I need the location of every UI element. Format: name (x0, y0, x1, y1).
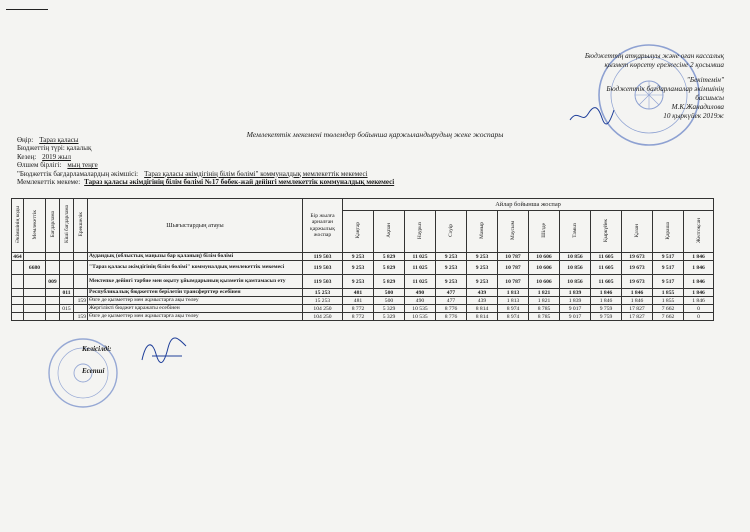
month-value-cell: 1 821 (529, 289, 560, 297)
month-value-cell: 10 787 (498, 275, 529, 289)
footer-block (82, 338, 111, 382)
header-month: Қазан (622, 211, 653, 253)
expense-name-cell: Мектепке дейінгі тәрбие мен оқыту ұйымдарының қызметін қамтамасыз ету (88, 275, 303, 289)
month-value-cell: 5 829 (374, 253, 405, 261)
annual-total-cell: 104 250 (303, 313, 343, 321)
code-cell: 464 (13, 253, 22, 260)
code-cell: 159 (74, 297, 88, 305)
annual-total-cell: 15 253 (303, 297, 343, 305)
month-value-cell: 8 776 (436, 313, 467, 321)
approval-line-3: "Бекітемін" (686, 76, 724, 84)
info-unit: Өлшем бірлігі: мың теңге (17, 161, 98, 170)
month-value-cell: 8 974 (498, 305, 529, 313)
month-value-cell: 9 253 (343, 261, 374, 275)
header-month: Қараша (653, 211, 684, 253)
month-value-cell: 1 846 (622, 289, 653, 297)
month-value-cell: 9 253 (436, 253, 467, 261)
month-value-cell: 0 (684, 305, 714, 313)
expense-name-cell: Өзге де қызметтер мен жұмыстарға ақы төлеу (88, 313, 303, 321)
month-value-cell: 8 772 (343, 313, 374, 321)
month-value-cell: 439 (467, 297, 498, 305)
code-cell (46, 313, 60, 321)
month-value-cell: 5 829 (374, 275, 405, 289)
month-value-cell: 9 017 (560, 305, 591, 313)
table-row (12, 297, 714, 305)
code-cell (46, 253, 60, 261)
month-value-cell: 11 025 (405, 275, 436, 289)
approval-block (504, 52, 724, 121)
approval-line-7: 10 қыркүйек 2019ж (663, 112, 724, 120)
code-cell (74, 305, 88, 313)
month-value-cell: 10 606 (529, 253, 560, 261)
month-value-cell: 1 846 (684, 275, 714, 289)
header-month: Шілде (529, 211, 560, 253)
month-value-cell: 1 855 (653, 297, 684, 305)
month-value-cell: 9 253 (467, 253, 498, 261)
month-value-cell: 9 017 (560, 313, 591, 321)
month-value-cell: 490 (405, 289, 436, 297)
header-state: Мемлекеттік (24, 199, 46, 253)
code-cell (12, 297, 24, 305)
month-value-cell: 8 814 (467, 305, 498, 313)
month-value-cell: 490 (405, 297, 436, 305)
month-value-cell: 1 855 (653, 289, 684, 297)
month-value-cell: 5 329 (374, 305, 405, 313)
month-value-cell: 1 846 (591, 289, 622, 297)
month-value-cell: 11 025 (405, 261, 436, 275)
month-value-cell: 1 846 (684, 297, 714, 305)
code-cell: 015 (60, 305, 74, 313)
month-value-cell: 9 517 (653, 275, 684, 289)
code-cell (24, 313, 46, 321)
month-value-cell: 9 253 (436, 261, 467, 275)
table-row (12, 261, 714, 275)
info-block (17, 136, 394, 186)
table-row (12, 313, 714, 321)
month-value-cell: 10 606 (529, 275, 560, 289)
header-program: Бағдарлама (46, 199, 60, 253)
header-month: Маусым (498, 211, 529, 253)
expense-name-cell: Жергілікті бюджет қаражаты есебінен (88, 305, 303, 313)
month-value-cell: 8 974 (498, 313, 529, 321)
month-value-cell: 5 829 (374, 261, 405, 275)
month-value-cell: 477 (436, 289, 467, 297)
header-month: Мамыр (467, 211, 498, 253)
code-cell (60, 275, 74, 289)
header-month: Ақпан (374, 211, 405, 253)
header-subprogram: Кіші бағдарлама (60, 199, 74, 253)
month-value-cell: 8 776 (436, 305, 467, 313)
table-row (12, 289, 714, 297)
expense-name-cell: Республикалық бюджеттен берілетін трансферттер есебінен (88, 289, 303, 297)
month-value-cell: 19 673 (622, 275, 653, 289)
code-cell (24, 253, 46, 261)
month-value-cell: 1 813 (498, 289, 529, 297)
code-cell (12, 261, 24, 275)
code-cell (60, 253, 74, 261)
month-value-cell: 1 839 (560, 297, 591, 305)
month-value-cell: 9 517 (653, 253, 684, 261)
month-value-cell: 9 253 (343, 275, 374, 289)
code-cell (12, 305, 24, 313)
header-specifics: Ерекшелік (74, 199, 88, 253)
month-value-cell: 9 253 (467, 275, 498, 289)
code-cell (60, 297, 74, 305)
month-value-cell: 8 772 (343, 305, 374, 313)
month-value-cell: 8 785 (529, 305, 560, 313)
code-cell (24, 275, 46, 289)
month-value-cell: 500 (374, 289, 405, 297)
month-value-cell: 10 535 (405, 305, 436, 313)
code-cell (74, 275, 88, 289)
month-value-cell: 17 827 (622, 313, 653, 321)
month-value-cell: 481 (343, 297, 374, 305)
month-value-cell: 1 846 (684, 261, 714, 275)
month-value-cell: 10 856 (560, 253, 591, 261)
annual-total-cell: 119 503 (303, 261, 343, 275)
top-rule (6, 9, 48, 10)
month-value-cell: 9 759 (591, 305, 622, 313)
footer-agreed: Келісілді: (82, 345, 112, 353)
month-value-cell: 11 605 (591, 253, 622, 261)
header-month: Қаңтар (343, 211, 374, 253)
code-cell (46, 297, 60, 305)
month-value-cell: 10 856 (560, 275, 591, 289)
header-month: Желтоқсан (684, 211, 714, 253)
month-value-cell: 17 827 (622, 305, 653, 313)
code-cell (74, 253, 88, 261)
code-cell (46, 261, 60, 275)
code-cell (12, 289, 24, 297)
code-cell (46, 305, 60, 313)
code-cell: 159 (74, 313, 88, 321)
month-value-cell: 1 839 (560, 289, 591, 297)
table-row (12, 305, 714, 313)
table-row (12, 275, 714, 289)
month-value-cell: 11 025 (405, 253, 436, 261)
header-admin-code: Әкімшінің коды (12, 199, 24, 253)
month-value-cell: 11 605 (591, 275, 622, 289)
month-value-cell: 10 535 (405, 313, 436, 321)
footer-accountant: Есепші (82, 367, 105, 375)
code-cell (60, 313, 74, 321)
annual-total-cell: 119 503 (303, 253, 343, 261)
signature-left (138, 336, 190, 366)
info-budget-type: Бюджеттің түрі: қалалық (17, 144, 92, 153)
month-value-cell: 9 759 (591, 313, 622, 321)
header-month: Тамыз (560, 211, 591, 253)
month-value-cell: 10 856 (560, 261, 591, 275)
header-annual-total: Бір жылға арналған қаржылық жоспар (303, 199, 343, 253)
annual-total-cell: 104 250 (303, 305, 343, 313)
month-value-cell: 7 662 (653, 313, 684, 321)
annual-total-cell: 119 503 (303, 275, 343, 289)
header-month: Қыркүйек (591, 211, 622, 253)
approval-line-4: Бюджеттік бағдарламалар әкімшінің (606, 85, 724, 93)
month-value-cell: 1 846 (684, 253, 714, 261)
header-monthly-plan: Айлар бойынша жоспар (343, 199, 714, 211)
info-region: Өңір: Тараз қаласы (17, 136, 79, 144)
month-value-cell: 0 (684, 313, 714, 321)
month-value-cell: 10 787 (498, 253, 529, 261)
month-value-cell: 19 673 (622, 261, 653, 275)
expense-name-cell: Өзге де қызметтер мен жұмыстарға ақы төлеу (88, 297, 303, 305)
month-value-cell: 1 846 (591, 297, 622, 305)
code-cell (46, 289, 60, 297)
month-value-cell: 481 (343, 289, 374, 297)
info-period: Кезең: 2019 жыл (17, 152, 71, 161)
approval-line-1: Бюджеттің атқарылуы және оған кассалық (584, 52, 724, 60)
month-value-cell: 7 662 (653, 305, 684, 313)
code-cell (74, 261, 88, 275)
code-cell (60, 261, 74, 275)
info-admin: "Бюджеттік бағдарламалардың әкімшісі: Тараз қаласы әкімдігінің білім бөлімі" коммуналдық мемлекеттік мекемесі (17, 169, 368, 178)
month-value-cell: 1 813 (498, 297, 529, 305)
month-value-cell: 1 821 (529, 297, 560, 305)
code-cell (12, 275, 24, 289)
code-cell (74, 289, 88, 297)
month-value-cell: 8 785 (529, 313, 560, 321)
month-value-cell: 10 787 (498, 261, 529, 275)
code-cell: 009 (46, 275, 60, 289)
month-value-cell: 9 253 (467, 261, 498, 275)
header-month: Сәуір (436, 211, 467, 253)
month-value-cell: 11 605 (591, 261, 622, 275)
month-value-cell: 8 814 (467, 313, 498, 321)
month-value-cell: 9 253 (343, 253, 374, 261)
approval-line-2: қызмет көрсету ережесіне 2 қосымша (604, 61, 724, 69)
approval-line-5: басшысы (695, 94, 724, 102)
table-row (12, 253, 714, 261)
code-cell (24, 305, 46, 313)
month-value-cell: 500 (374, 297, 405, 305)
month-value-cell: 19 673 (622, 253, 653, 261)
approval-line-6: М.К.Жанадилова (671, 103, 724, 111)
plan-body (12, 253, 714, 321)
document-title: Мемлекеттік мекемені төлемдер бойынша қаржыландырудың жеке жоспары (246, 130, 504, 139)
info-institution: Мемлекеттік мекеме: Тараз қаласы әкімдігінің білім бөлімі №17 бөбек-жай дейінгі мемлекеттік коммуналдық мекемесі (17, 178, 395, 187)
month-value-cell: 1 846 (684, 289, 714, 297)
annual-total-cell: 15 253 (303, 289, 343, 297)
month-value-cell: 5 329 (374, 313, 405, 321)
header-month: Наурыз (405, 211, 436, 253)
code-cell: 6680 (24, 261, 46, 275)
month-value-cell: 9 253 (436, 275, 467, 289)
code-cell: 011 (60, 289, 74, 297)
code-cell (24, 297, 46, 305)
code-cell (12, 313, 24, 321)
month-value-cell: 9 517 (653, 261, 684, 275)
code-cell (24, 289, 46, 297)
financing-plan-table (11, 198, 714, 321)
expense-name-cell: "Тараз қаласы әкімдігінің білім бөлімі" коммуналдық мемлекеттік мекемесі (88, 261, 303, 275)
month-value-cell: 477 (436, 297, 467, 305)
header-expense-name: Шығыстардың атауы (88, 199, 303, 253)
month-value-cell: 439 (467, 289, 498, 297)
month-value-cell: 1 846 (622, 297, 653, 305)
month-value-cell: 10 606 (529, 261, 560, 275)
expense-name-cell: Аудандық (облыстық маңызы бар қаланың) білім бөлімі (88, 253, 303, 261)
